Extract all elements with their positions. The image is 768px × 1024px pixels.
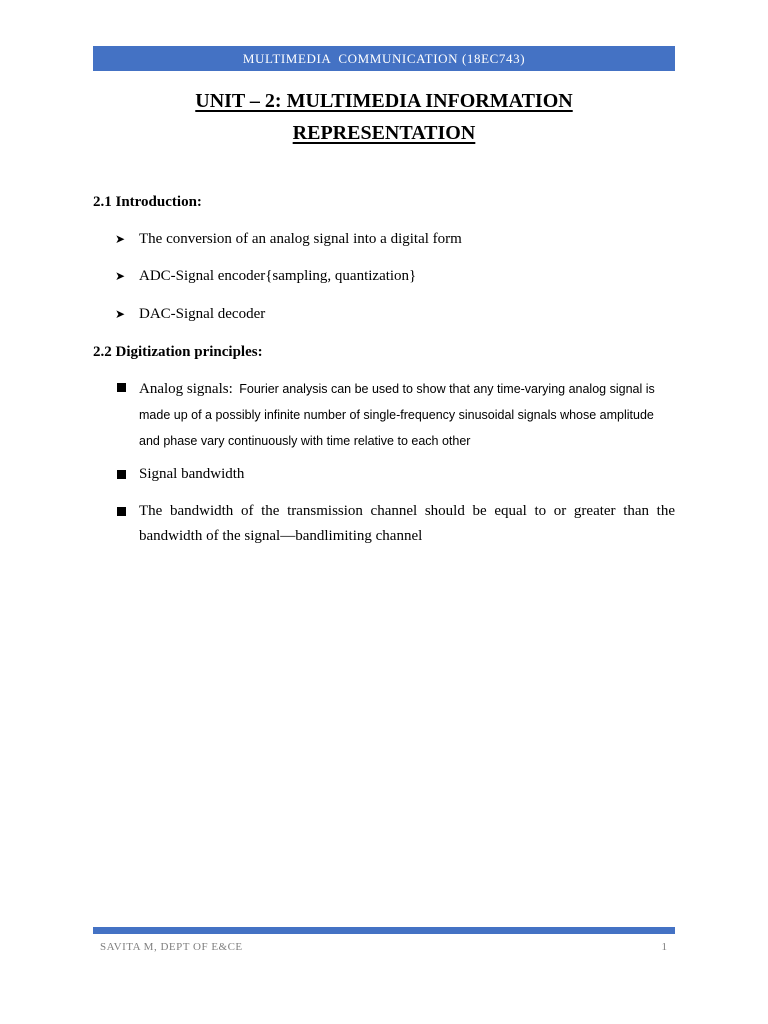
arrowhead-bullet-icon: ➤ [115, 232, 126, 246]
footer-rule [93, 927, 675, 934]
square-bullet-icon [117, 470, 126, 479]
document-title-line-2: REPRESENTATION [292, 122, 476, 144]
square-bullet-icon [117, 383, 126, 392]
arrowhead-bullet-icon: ➤ [115, 269, 126, 283]
list-item-text: DAC-Signal decoder [139, 306, 266, 322]
page-number: 1 [661, 941, 667, 953]
list-item-text: ADC-Signal encoder{sampling, quantization} [139, 268, 417, 284]
section-heading-introduction: 2.1 Introduction: [93, 194, 202, 210]
list-item-signal-bandwidth: Signal bandwidth [139, 466, 245, 482]
running-header: MULTIMEDIA COMMUNICATION (18EC743) [93, 46, 675, 71]
analog-signals-description: Fourier analysis can be used to show that any time-varying analog signal is made up of a possibly infinite number of single-frequency sinusoidal signals whose amplitude and phase vary continuously with time relative to each other [139, 382, 655, 448]
analog-signals-label: Analog signals: [139, 381, 233, 397]
arrowhead-bullet-icon: ➤ [115, 307, 126, 321]
footer-author: SAVITA M, DEPT OF E&CE [100, 941, 243, 953]
list-item-text: The conversion of an analog signal into a digital form [139, 231, 462, 247]
document-title-line-1: UNIT – 2: MULTIMEDIA INFORMATION [195, 90, 573, 112]
square-bullet-icon [117, 507, 126, 516]
list-item-analog-signals [139, 376, 675, 454]
section-heading-digitization: 2.2 Digitization principles: [93, 344, 263, 360]
list-item-channel-bandwidth: The bandwidth of the transmission channel should be equal to or greater than the bandwidth of the signal—bandlimiting channel [139, 503, 675, 544]
